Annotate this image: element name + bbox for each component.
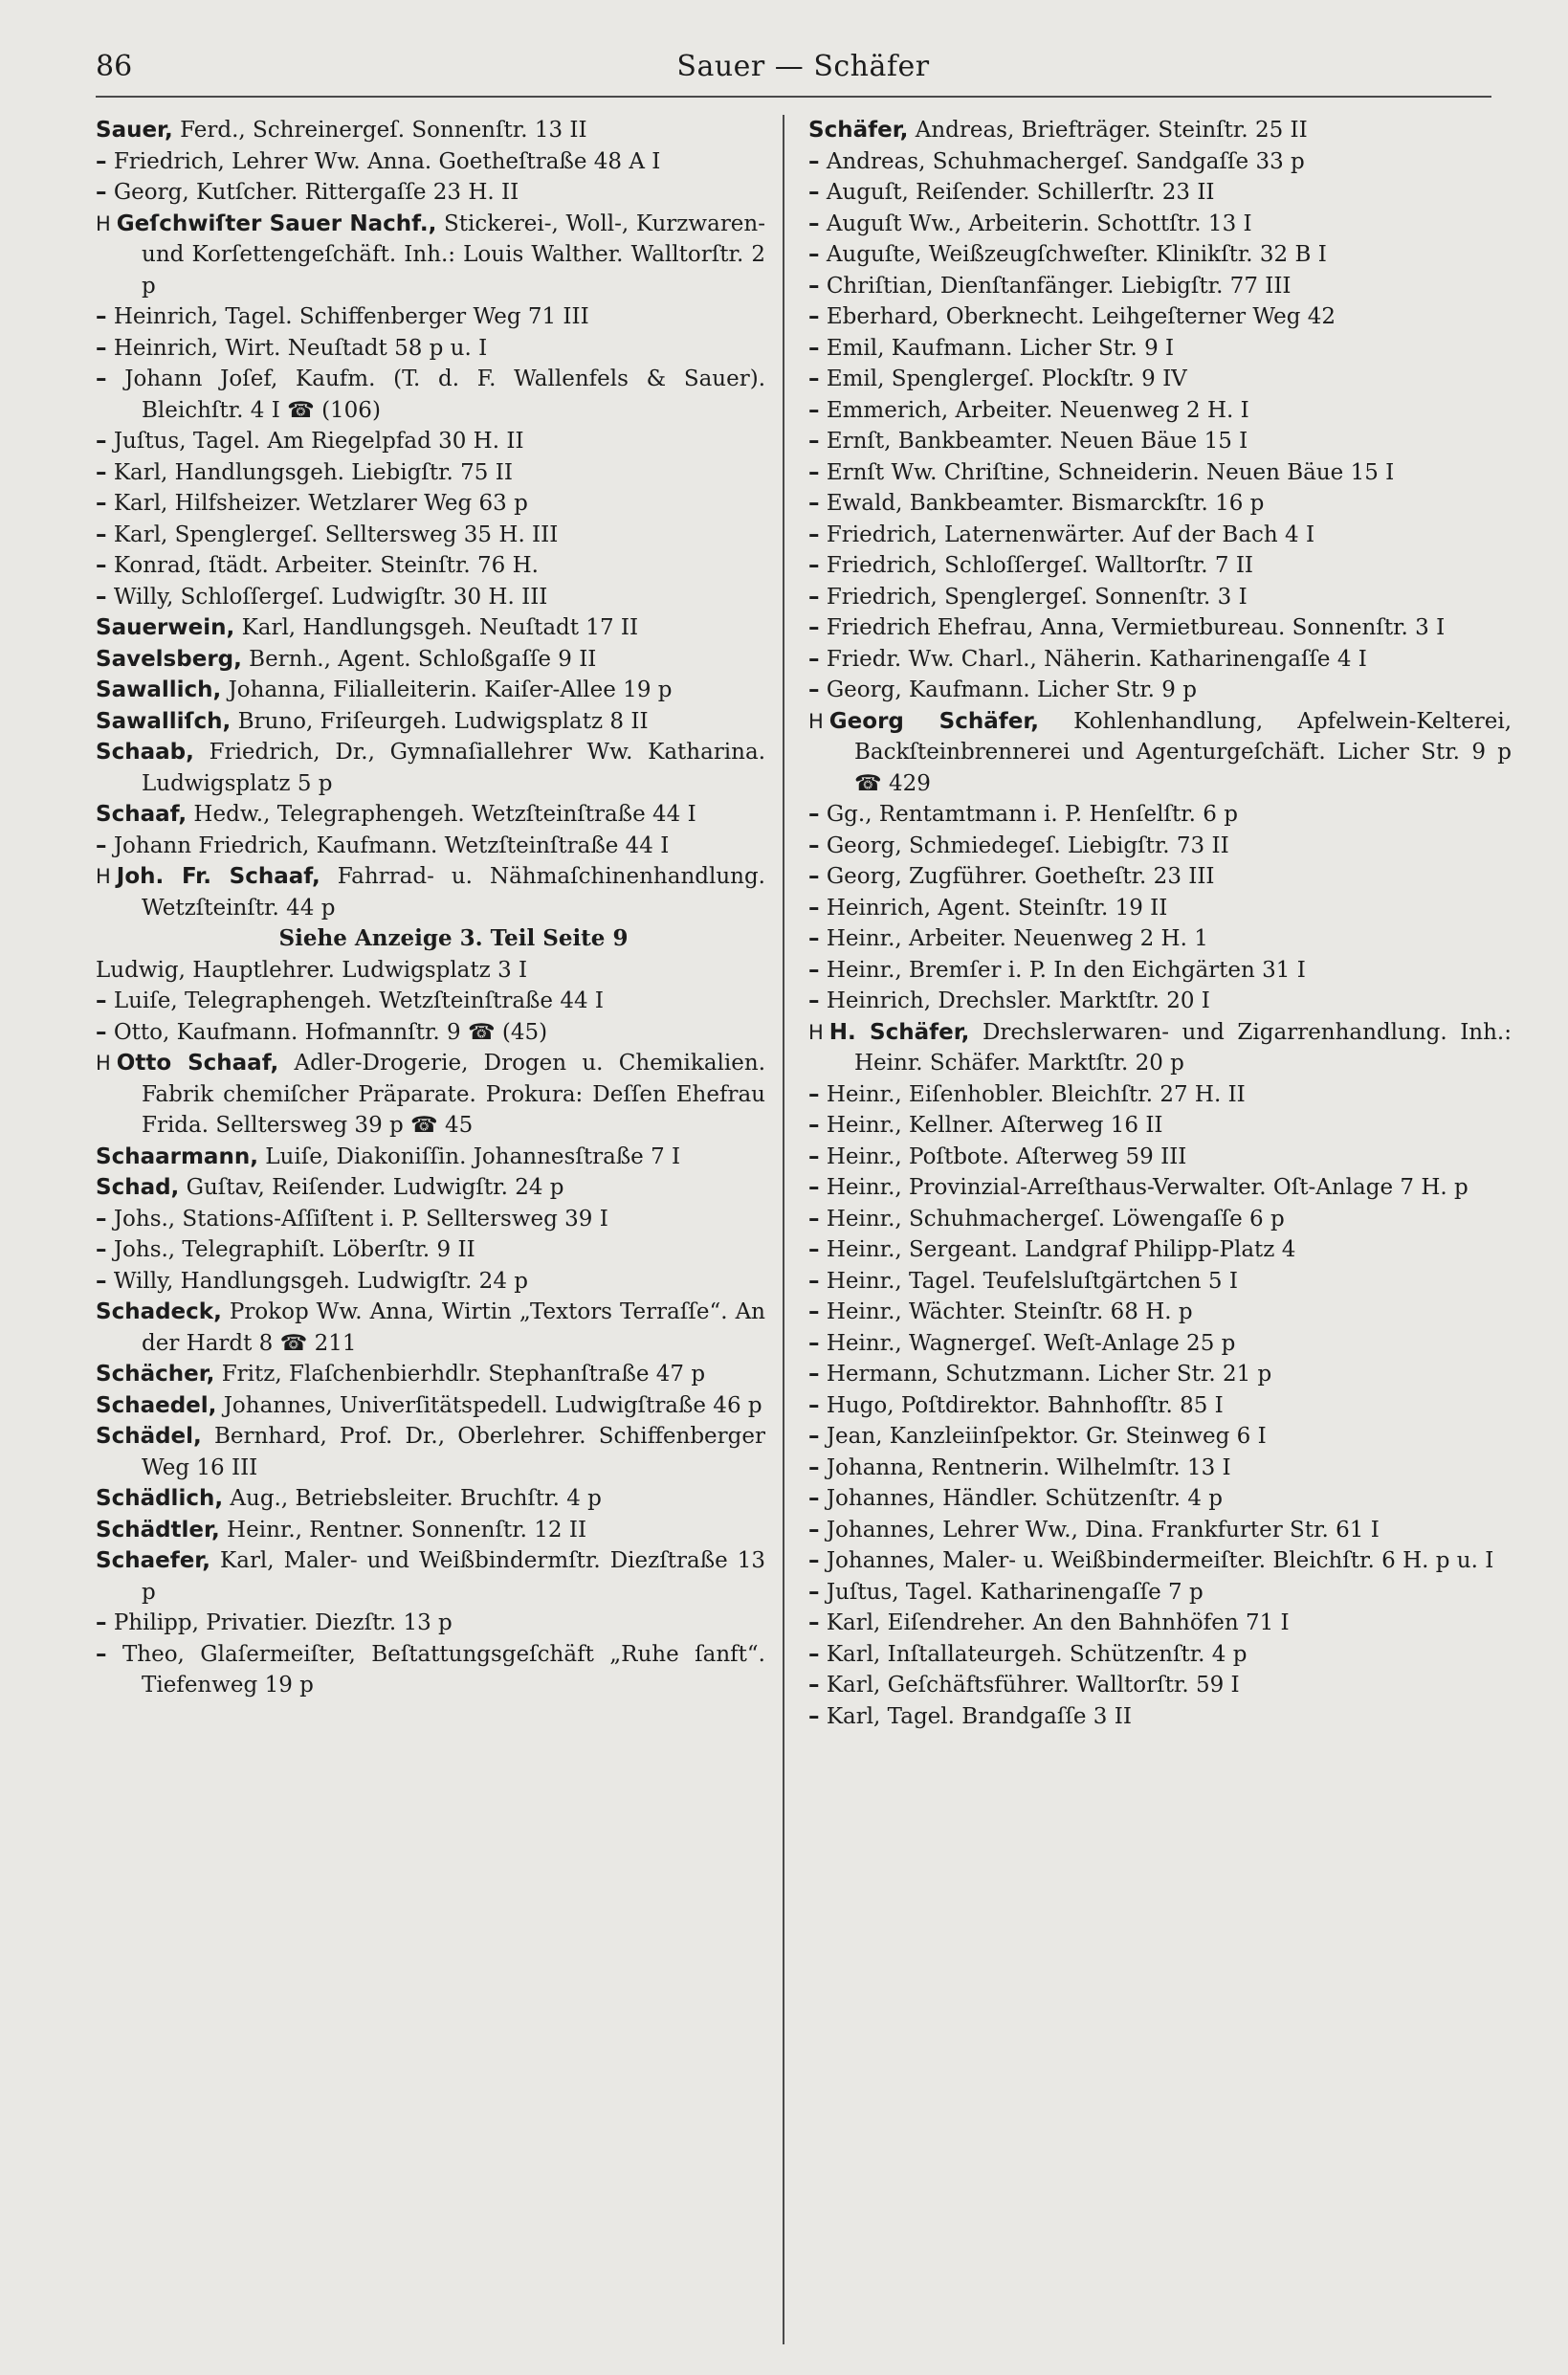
entry-details: Emil, Spenglergeſ. Plockſtr. 9 IV bbox=[826, 366, 1187, 391]
entry-details: Hermann, Schutzmann. Licher Str. 21 p bbox=[826, 1362, 1272, 1387]
entry-surname: – bbox=[808, 1424, 820, 1449]
page-header bbox=[96, 50, 1511, 92]
entry-details: Heinrich, Drechsler. Marktſtr. 20 I bbox=[826, 988, 1210, 1013]
entry-surname: – bbox=[808, 895, 820, 921]
directory-entry bbox=[96, 520, 765, 551]
entry-surname: – bbox=[808, 1641, 820, 1667]
entry-surname: – bbox=[808, 1175, 820, 1200]
directory-entry bbox=[808, 1453, 1512, 1484]
entry-details: Luiſe, Diakoniſſin. Johannesſtraße 7 I bbox=[265, 1143, 681, 1169]
entry-details: Johanna, Rentnerin. Wilhelmſtr. 13 I bbox=[826, 1454, 1231, 1480]
entry-details: Heinrich, Tagel. Schiffenberger Weg 71 III bbox=[113, 304, 589, 329]
entry-surname: Sauer, bbox=[96, 118, 173, 143]
entry-details: Georg, Zugführer. Goetheſtr. 23 III bbox=[826, 864, 1215, 889]
entry-details: Heinr., Eiſenhobler. Bleichſtr. 27 H. II bbox=[826, 1081, 1246, 1107]
entry-surname: – bbox=[808, 1517, 820, 1543]
firm-marker: H bbox=[808, 709, 824, 733]
directory-entry bbox=[808, 426, 1512, 457]
directory-entry bbox=[808, 1297, 1512, 1328]
directory-entry bbox=[96, 488, 765, 520]
directory-entry bbox=[808, 209, 1512, 240]
entry-details: Guſtav, Reiſender. Ludwigſtr. 24 p bbox=[186, 1175, 564, 1200]
directory-entry bbox=[96, 1234, 765, 1266]
entry-details: Friedrich Ehefrau, Anna, Vermietbureau. Sonnenſtr. 3 I bbox=[826, 615, 1446, 640]
entry-details: Ernſt Ww. Chriſtine, Schneiderin. Neuen Bäue 15 I bbox=[826, 459, 1395, 485]
entry-details: Georg, Kutſcher. Rittergaſſe 23 H. II bbox=[113, 180, 519, 205]
entry-details: Georg, Kaufmann. Licher Str. 9 p bbox=[826, 677, 1197, 702]
entry-details: Hedw., Telegraphengeh. Wetzſteinſtraße 44 I bbox=[193, 802, 696, 827]
entry-surname: Sawallich, bbox=[96, 677, 222, 702]
entry-details: Emmerich, Arbeiter. Neuenweg 2 H. I bbox=[826, 397, 1249, 423]
directory-entry bbox=[96, 333, 765, 365]
entry-details: Johs., Telegraphiſt. Löberſtr. 9 II bbox=[113, 1237, 475, 1262]
entry-surname: Schad, bbox=[96, 1175, 180, 1200]
directory-entry bbox=[96, 301, 765, 333]
entry-details: Johannes, Univerſitätspedell. Ludwigſtraße 46 p bbox=[223, 1392, 762, 1418]
directory-entry bbox=[808, 488, 1512, 520]
directory-entry bbox=[96, 706, 765, 738]
directory-entry bbox=[808, 1266, 1512, 1298]
firm-details: Stickerei-, Woll-, Kurzwaren- und Korſettengeſchäft. Inh.: Louis Walther. Walltorſtr. 2 p bbox=[142, 211, 766, 299]
directory-entry bbox=[808, 1234, 1512, 1266]
entry-details: Theo, Glaſermeiſter, Beſtattungsgeſchäft „Ruhe ſanft“. Tiefenweg 19 p bbox=[121, 1641, 765, 1698]
entry-surname: – bbox=[96, 1610, 107, 1635]
right-column bbox=[808, 115, 1512, 1732]
directory-entry bbox=[96, 1142, 765, 1173]
directory-entry bbox=[96, 146, 765, 178]
entry-surname: – bbox=[808, 1703, 820, 1729]
entry-details: Heinr., Schuhmachergeſ. Löwengaſſe 6 p bbox=[826, 1206, 1285, 1232]
entry-surname: – bbox=[96, 1268, 107, 1294]
entry-surname: Schaedel, bbox=[96, 1392, 217, 1418]
entry-surname: – bbox=[96, 491, 107, 516]
entry-surname: Schädlich, bbox=[96, 1486, 224, 1511]
entry-details: Karl, Handlungsgeh. Neuſtadt 17 II bbox=[241, 615, 639, 640]
entry-surname: – bbox=[808, 180, 820, 205]
entry-details: Heinr., Wagnergeſ. Weſt-Anlage 25 p bbox=[826, 1330, 1236, 1356]
directory-entry bbox=[96, 1390, 765, 1422]
firm-entry bbox=[808, 1017, 1512, 1079]
entry-details: Bernhard, Prof. Dr., Oberlehrer. Schiffenberger Weg 16 III bbox=[142, 1424, 765, 1480]
entry-details: Bruno, Friſeurgeh. Ludwigsplatz 8 II bbox=[237, 708, 649, 734]
directory-entry bbox=[808, 333, 1512, 365]
directory-entry bbox=[96, 644, 765, 676]
entry-surname: – bbox=[808, 1610, 820, 1635]
directory-entry bbox=[96, 457, 765, 489]
entry-surname: – bbox=[808, 1143, 820, 1169]
entry-details: Karl, Hilfsheizer. Wetzlarer Weg 63 p bbox=[113, 491, 528, 516]
directory-entry bbox=[808, 1110, 1512, 1142]
directory-entry bbox=[96, 1545, 765, 1608]
entry-surname: – bbox=[808, 491, 820, 516]
directory-entry bbox=[808, 1545, 1512, 1577]
directory-entry bbox=[96, 1421, 765, 1483]
left-column bbox=[96, 115, 765, 1701]
entry-details: Heinr., Kellner. Aſterweg 16 II bbox=[826, 1113, 1163, 1138]
directory-entry bbox=[96, 986, 765, 1017]
entry-surname: Sawalliſch, bbox=[96, 708, 232, 734]
entry-details: Friedr. Ww. Charl., Näherin. Katharinengaſſe 4 I bbox=[826, 646, 1367, 672]
directory-entry bbox=[808, 1359, 1512, 1390]
entry-details: Johann Joſef, Kaufm. (T. d. F. Wallenfels & Sauer). Bleichſtr. 4 I ☎ (106) bbox=[124, 366, 765, 423]
entry-surname: – bbox=[808, 459, 820, 485]
entry-surname: – bbox=[808, 1454, 820, 1480]
directory-entry bbox=[96, 1483, 765, 1515]
directory-entry bbox=[96, 1297, 765, 1359]
entry-surname: Schaab, bbox=[96, 740, 194, 765]
entry-surname: – bbox=[808, 366, 820, 391]
entry-surname: – bbox=[808, 1548, 820, 1573]
entry-details: Karl, Tagel. Brandgaſſe 3 II bbox=[826, 1703, 1132, 1729]
directory-entry bbox=[96, 612, 765, 644]
entry-details: Heinr., Rentner. Sonnenſtr. 12 II bbox=[227, 1517, 587, 1543]
entry-surname: Sauerwein, bbox=[96, 615, 235, 640]
directory-entry bbox=[808, 115, 1512, 146]
entry-details: Juſtus, Tagel. Am Riegelpfad 30 H. II bbox=[113, 429, 524, 454]
entry-details: Willy, Handlungsgeh. Ludwigſtr. 24 p bbox=[113, 1268, 528, 1294]
directory-entry bbox=[96, 582, 765, 613]
directory-entry bbox=[808, 893, 1512, 924]
firm-name: Geſchwiſter Sauer Nachf., bbox=[116, 211, 437, 236]
entry-surname: – bbox=[96, 1237, 107, 1262]
directory-entry bbox=[96, 955, 765, 987]
directory-entry bbox=[808, 520, 1512, 551]
firm-marker: H bbox=[96, 865, 111, 888]
entry-surname: – bbox=[808, 926, 820, 951]
entry-surname: – bbox=[96, 1641, 107, 1667]
entry-details: Luiſe, Telegraphengeh. Wetzſteinſtraße 44 I bbox=[113, 988, 604, 1013]
entry-details: Johann Friedrich, Kaufmann. Wetzſteinſtraße 44 I bbox=[113, 832, 670, 858]
directory-entry bbox=[96, 1266, 765, 1298]
entry-details: Heinr., Tagel. Teufelsluſtgärtchen 5 I bbox=[826, 1268, 1238, 1294]
directory-entry bbox=[808, 550, 1512, 582]
entry-surname: – bbox=[808, 1392, 820, 1418]
entry-details: Friedrich, Schloſſergeſ. Walltorſtr. 7 II bbox=[826, 553, 1253, 578]
directory-entry bbox=[808, 1515, 1512, 1546]
entry-surname: Schaarmann, bbox=[96, 1143, 258, 1169]
entry-details: Friedrich, Dr., Gymnaſiallehrer Ww. Katharina. Ludwigsplatz 5 p bbox=[142, 740, 765, 796]
entry-surname: – bbox=[96, 553, 107, 578]
directory-entry bbox=[808, 1390, 1512, 1422]
entry-surname: – bbox=[808, 646, 820, 672]
entry-details: Heinr., Bremſer i. P. In den Eichgärten 31 I bbox=[826, 957, 1306, 983]
entry-surname: – bbox=[808, 1330, 820, 1356]
directory-entry bbox=[808, 395, 1512, 427]
entry-surname: Schäfer, bbox=[808, 118, 909, 143]
entry-surname: – bbox=[808, 1268, 820, 1294]
directory-entry bbox=[96, 364, 765, 426]
entry-surname: – bbox=[96, 1206, 107, 1232]
directory-entry bbox=[96, 1204, 765, 1235]
entry-details: Gg., Rentamtmann i. P. Henſelſtr. 6 p bbox=[826, 802, 1238, 827]
directory-entry bbox=[808, 1639, 1512, 1671]
directory-entry bbox=[96, 675, 765, 706]
entry-details: Hugo, Poſtdirektor. Bahnhofſtr. 85 I bbox=[826, 1392, 1224, 1418]
directory-entry bbox=[96, 737, 765, 799]
entry-surname: – bbox=[96, 180, 107, 205]
entry-details: Heinrich, Agent. Steinſtr. 19 II bbox=[826, 895, 1168, 921]
entry-surname: – bbox=[808, 242, 820, 267]
entry-surname: – bbox=[96, 148, 107, 174]
entry-surname: – bbox=[808, 1579, 820, 1605]
entry-details: Heinr., Wächter. Steinſtr. 68 H. p bbox=[826, 1299, 1193, 1324]
directory-entry bbox=[96, 550, 765, 582]
firm-entry bbox=[96, 1048, 765, 1142]
entry-surname: – bbox=[808, 148, 820, 174]
entry-details: Johannes, Lehrer Ww., Dina. Frankfurter Str. 61 I bbox=[826, 1517, 1380, 1543]
entry-surname: – bbox=[96, 988, 107, 1013]
directory-entry bbox=[808, 799, 1512, 831]
entry-surname: – bbox=[808, 802, 820, 827]
directory-entry bbox=[808, 1670, 1512, 1701]
entry-details: Karl, Geſchäftsführer. Walltorſtr. 59 I bbox=[826, 1673, 1240, 1698]
directory-entry bbox=[808, 1701, 1512, 1733]
entry-details: Heinr., Poſtbote. Aſterweg 59 III bbox=[826, 1143, 1187, 1169]
directory-entry bbox=[808, 1142, 1512, 1173]
entry-details: Philipp, Privatier. Diezſtr. 13 p bbox=[113, 1610, 453, 1635]
directory-entry bbox=[96, 1639, 765, 1701]
directory-entry bbox=[808, 923, 1512, 955]
directory-entry bbox=[808, 239, 1512, 271]
entry-surname: – bbox=[808, 429, 820, 454]
page-title: Sauer — Schäfer bbox=[676, 50, 930, 83]
entry-surname: – bbox=[808, 1206, 820, 1232]
firm-details: Drechslerwaren- und Zigarrenhandlung. Inh.: Heinr. Schäfer. Marktſtr. 20 p bbox=[854, 1019, 1512, 1076]
entry-surname: Schadeck, bbox=[96, 1299, 222, 1324]
entry-surname: – bbox=[96, 366, 107, 391]
entry-details: Karl, Eiſendreher. An den Bahnhöfen 71 I bbox=[826, 1610, 1290, 1635]
page-number: 86 bbox=[96, 50, 133, 83]
entry-details: Johannes, Maler- u. Weißbindermeiſter. Bleichſtr. 6 H. p u. I bbox=[826, 1548, 1494, 1573]
entry-surname: – bbox=[808, 522, 820, 547]
entry-details: Konrad, ſtädt. Arbeiter. Steinſtr. 76 H. bbox=[113, 553, 539, 578]
entry-details: Johanna, Filialleiterin. Kaiſer-Allee 19 p bbox=[228, 677, 673, 702]
firm-entry bbox=[96, 861, 765, 923]
directory-entry bbox=[96, 1608, 765, 1639]
directory-entry bbox=[808, 644, 1512, 676]
directory-entry bbox=[808, 582, 1512, 613]
entry-surname: Schaaf, bbox=[96, 802, 188, 827]
entry-surname: Schaefer, bbox=[96, 1548, 210, 1573]
entry-surname: – bbox=[96, 832, 107, 858]
entry-details: Juſtus, Tagel. Katharinengaſſe 7 p bbox=[826, 1579, 1204, 1605]
directory-entry bbox=[808, 457, 1512, 489]
directory-entry bbox=[96, 1515, 765, 1546]
entry-details: Karl, Inſtallateurgeh. Schützenſtr. 4 p bbox=[826, 1641, 1248, 1667]
firm-name: Otto Schaaf, bbox=[116, 1051, 279, 1076]
entry-details: Andreas, Schuhmachergeſ. Sandgaſſe 33 p bbox=[826, 148, 1305, 174]
entry-details: Auguſt Ww., Arbeiterin. Schottſtr. 13 I bbox=[826, 211, 1252, 236]
entry-details: Heinr., Arbeiter. Neuenweg 2 H. 1 bbox=[826, 926, 1208, 951]
entry-surname: Schächer, bbox=[96, 1362, 215, 1387]
directory-entry bbox=[808, 986, 1512, 1017]
directory-entry bbox=[808, 675, 1512, 706]
entry-details: Johannes, Händler. Schützenſtr. 4 p bbox=[826, 1486, 1223, 1511]
advertisement-notice: Siehe Anzeige 3. Teil Seite 9 bbox=[278, 925, 629, 951]
entry-details: Andreas, Briefträger. Steinſtr. 25 II bbox=[915, 118, 1308, 143]
entry-surname: – bbox=[808, 1081, 820, 1107]
entry-surname: – bbox=[808, 304, 820, 329]
firm-entry bbox=[808, 706, 1512, 800]
entry-surname: – bbox=[808, 335, 820, 361]
directory-entry bbox=[808, 1577, 1512, 1609]
firm-details: Adler-Drogerie, Drogen u. Chemikalien. Fabrik chemiſcher Präparate. Prokura: Deſſen Ehefrau Frida. Selltersweg 39 p ☎ 45 bbox=[142, 1051, 766, 1138]
header-rule bbox=[96, 96, 1491, 98]
entry-details: Karl, Handlungsgeh. Liebigſtr. 75 II bbox=[113, 459, 513, 485]
directory-entry bbox=[808, 861, 1512, 893]
entry-surname: – bbox=[96, 584, 107, 610]
directory-entry bbox=[96, 426, 765, 457]
column-divider bbox=[783, 115, 784, 2344]
entry-details: Fritz, Flaſchenbierhdlr. Stephanſtraße 47 p bbox=[221, 1362, 706, 1387]
entry-details: Willy, Schloſſergeſ. Ludwigſtr. 30 H. III bbox=[113, 584, 548, 610]
entry-surname: – bbox=[808, 211, 820, 236]
entry-details: Friedrich, Spenglergeſ. Sonnenſtr. 3 I bbox=[826, 584, 1248, 610]
firm-details: Kohlenhandlung, Apfelwein-Kelterei, Backſteinbrennerei und Agenturgeſchäft. Licher Str. 9 p ☎ 429 bbox=[854, 708, 1513, 796]
entry-details: Ernſt, Bankbeamter. Neuen Bäue 15 I bbox=[826, 429, 1248, 454]
entry-surname: – bbox=[96, 1019, 107, 1045]
entry-details: Karl, Spenglergeſ. Selltersweg 35 H. III bbox=[113, 522, 559, 547]
firm-name: Joh. Fr. Schaaf, bbox=[116, 864, 320, 889]
entry-surname: – bbox=[808, 615, 820, 640]
entry-details: Auguſte, Weißzeugſchweſter. Klinikſtr. 32 B I bbox=[826, 242, 1327, 267]
entry-details: Johs., Stations-Aſſiſtent i. P. Selltersweg 39 I bbox=[113, 1206, 608, 1232]
entry-surname: – bbox=[808, 677, 820, 702]
entry-surname: – bbox=[808, 1673, 820, 1698]
entry-details: Karl, Maler- und Weißbindermſtr. Diezſtraße 13 p bbox=[142, 1548, 765, 1605]
entry-surname: – bbox=[808, 584, 820, 610]
entry-details: Ferd., Schreinergeſ. Sonnenſtr. 13 II bbox=[180, 118, 587, 143]
entry-details: Ewald, Bankbeamter. Bismarckſtr. 16 p bbox=[826, 491, 1265, 516]
entry-surname: – bbox=[808, 988, 820, 1013]
entry-details: Prokop Ww. Anna, Wirtin „Textors Terraſſe“. An der Hardt 8 ☎ 211 bbox=[142, 1299, 765, 1356]
entry-surname: – bbox=[96, 459, 107, 485]
directory-entry bbox=[808, 1483, 1512, 1515]
directory-entry bbox=[96, 799, 765, 831]
entry-surname: – bbox=[808, 864, 820, 889]
entry-details: Heinr., Sergeant. Landgraf Philipp-Platz 4 bbox=[826, 1237, 1296, 1262]
entry-details: Emil, Kaufmann. Licher Str. 9 I bbox=[826, 335, 1175, 361]
firm-name: Georg Schäfer, bbox=[828, 708, 1040, 734]
directory-entry bbox=[96, 1172, 765, 1204]
entry-surname: – bbox=[96, 429, 107, 454]
firm-marker: H bbox=[96, 211, 111, 235]
entry-details: Auguſt, Reiſender. Schillerſtr. 23 II bbox=[826, 180, 1215, 205]
directory-entry bbox=[808, 364, 1512, 395]
directory-entry bbox=[808, 177, 1512, 209]
entry-details: Friedrich, Lehrer Ww. Anna. Goetheſtraße 48 A I bbox=[113, 148, 661, 174]
firm-marker: H bbox=[96, 1052, 111, 1075]
entry-details: Ludwig, Hauptlehrer. Ludwigsplatz 3 I bbox=[96, 957, 528, 983]
entry-surname: Schädtler, bbox=[96, 1517, 220, 1543]
entry-surname: – bbox=[808, 1237, 820, 1262]
entry-details: Heinr., Provinzial-Arreſthaus-Verwalter. Oſt-Anlage 7 H. p bbox=[826, 1175, 1469, 1200]
entry-surname: Schädel, bbox=[96, 1424, 202, 1449]
entry-details: Chriſtian, Dienſtanfänger. Liebigſtr. 77 III bbox=[826, 273, 1292, 299]
firm-name: H. Schäfer, bbox=[828, 1019, 970, 1045]
directory-entry bbox=[808, 612, 1512, 644]
entry-surname: – bbox=[808, 957, 820, 983]
directory-entry bbox=[96, 115, 765, 146]
entry-details: Georg, Schmiedegeſ. Liebigſtr. 73 II bbox=[826, 832, 1229, 858]
entry-surname: – bbox=[808, 273, 820, 299]
directory-entry bbox=[808, 271, 1512, 302]
entry-surname: – bbox=[808, 1362, 820, 1387]
directory-entry bbox=[808, 1204, 1512, 1235]
firm-details: Fahrrad- u. Nähmaſchinenhandlung. Wetzſteinſtr. 44 p bbox=[142, 864, 765, 921]
directory-entry bbox=[808, 831, 1512, 862]
directory-entry bbox=[96, 1359, 765, 1390]
entry-surname: – bbox=[808, 832, 820, 858]
entry-details: Friedrich, Laternenwärter. Auf der Bach 4 I bbox=[826, 522, 1315, 547]
entry-surname: – bbox=[808, 553, 820, 578]
directory-entry bbox=[808, 1608, 1512, 1639]
entry-surname: – bbox=[96, 335, 107, 361]
directory-entry bbox=[808, 1079, 1512, 1111]
entry-details: Bernh., Agent. Schloßgaſſe 9 II bbox=[249, 646, 597, 672]
entry-details: Eberhard, Oberknecht. Leihgeſterner Weg 42 bbox=[826, 304, 1336, 329]
entry-surname: – bbox=[808, 397, 820, 423]
entry-surname: – bbox=[808, 1113, 820, 1138]
entry-details: Jean, Kanzleiinſpektor. Gr. Steinweg 6 I bbox=[826, 1424, 1267, 1449]
firm-entry bbox=[96, 209, 765, 302]
directory-entry bbox=[808, 955, 1512, 987]
entry-surname: – bbox=[808, 1486, 820, 1511]
directory-entry bbox=[808, 1328, 1512, 1360]
directory-entry bbox=[96, 177, 765, 209]
entry-details: Otto, Kaufmann. Hofmannſtr. 9 ☎ (45) bbox=[113, 1019, 548, 1045]
entry-surname: – bbox=[96, 304, 107, 329]
directory-entry bbox=[96, 831, 765, 862]
entry-surname: Savelsberg, bbox=[96, 646, 242, 672]
directory-entry bbox=[808, 301, 1512, 333]
entry-surname: – bbox=[808, 1299, 820, 1324]
directory-entry bbox=[96, 1017, 765, 1049]
entry-details: Heinrich, Wirt. Neuſtadt 58 p u. I bbox=[113, 335, 488, 361]
firm-marker: H bbox=[808, 1020, 824, 1044]
directory-entry bbox=[808, 146, 1512, 178]
entry-surname: – bbox=[96, 522, 107, 547]
entry-details: Aug., Betriebsleiter. Bruchſtr. 4 p bbox=[230, 1486, 602, 1511]
directory-entry bbox=[808, 1172, 1512, 1204]
directory-entry bbox=[808, 1421, 1512, 1453]
